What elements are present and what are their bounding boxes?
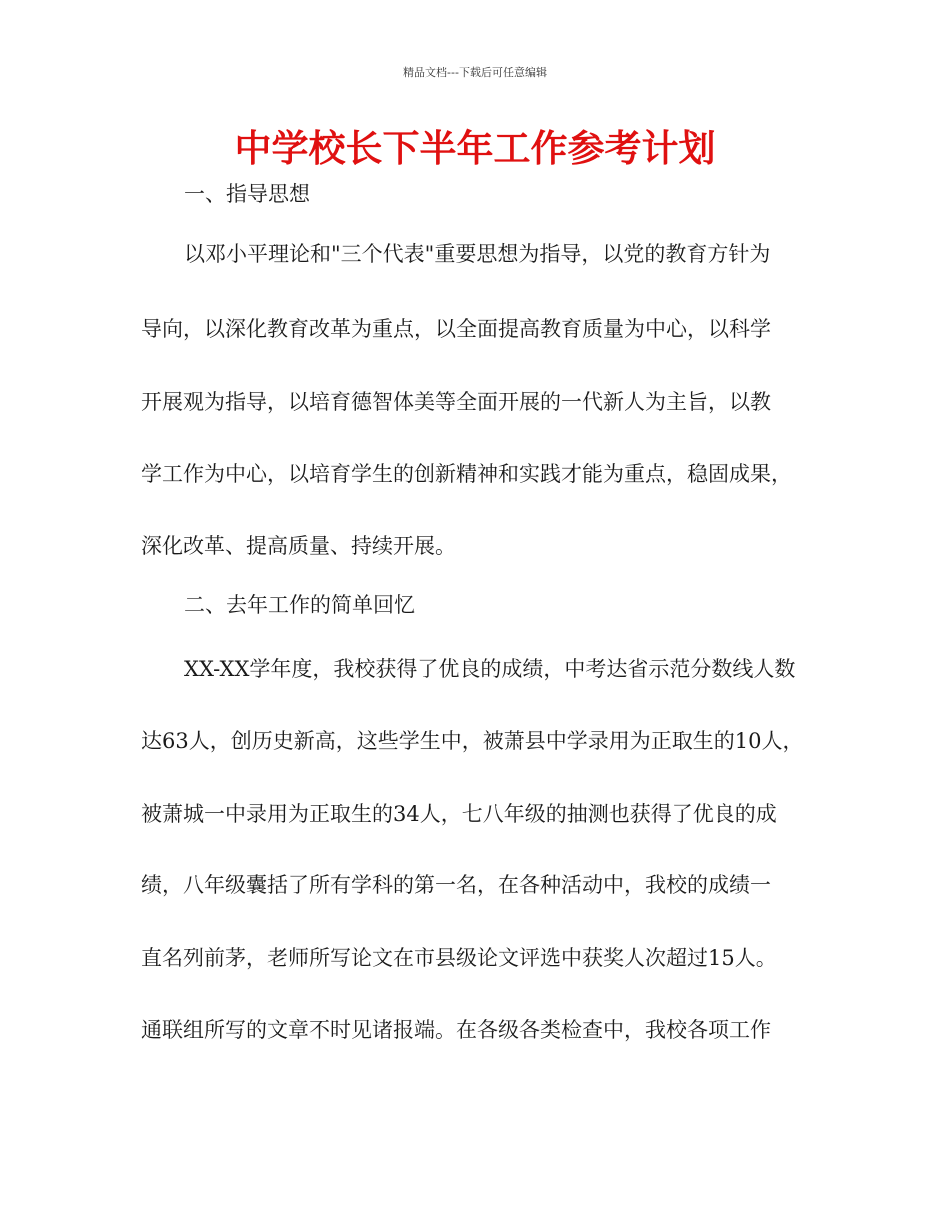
paragraph-line: 达63人，创历史新高，这些学生中，被萧县中学录用为正取生的10人，: [141, 729, 804, 753]
section-heading-guiding-thought: 一、指导思想: [184, 182, 310, 206]
header-note: 精品文档---下载后可任意编辑: [403, 66, 547, 79]
paragraph-line: 直名列前茅，老师所写论文在市县级论文评选中获奖人次超过15人。: [141, 946, 777, 970]
paragraph-line: 以邓小平理论和"三个代表"重要思想为指导，以党的教育方针为: [184, 242, 771, 266]
paragraph-line: 开展观为指导，以培育德智体美等全面开展的一代新人为主旨，以教: [141, 390, 771, 414]
paragraph-line: 深化改革、提高质量、持续开展。: [141, 534, 456, 558]
section-heading-last-year-review: 二、去年工作的简单回忆: [184, 593, 415, 617]
paragraph-line: 绩，八年级囊括了所有学科的第一名，在各种活动中，我校的成绩一: [141, 873, 771, 897]
document-title: 中学校长下半年工作参考计划: [234, 127, 716, 170]
paragraph-line: XX-XX学年度，我校获得了优良的成绩，中考达省示范分数线人数: [184, 657, 796, 681]
paragraph-line: 学工作为中心，以培育学生的创新精神和实践才能为重点，稳固成果，: [141, 462, 792, 486]
paragraph-line: 通联组所写的文章不时见诸报端。在各级各类检查中，我校各项工作: [141, 1018, 771, 1042]
paragraph-line: 导向，以深化教育改革为重点，以全面提高教育质量为中心，以科学: [141, 317, 771, 341]
paragraph-line: 被萧城一中录用为正取生的34人，七八年级的抽测也获得了优良的成: [141, 802, 777, 826]
